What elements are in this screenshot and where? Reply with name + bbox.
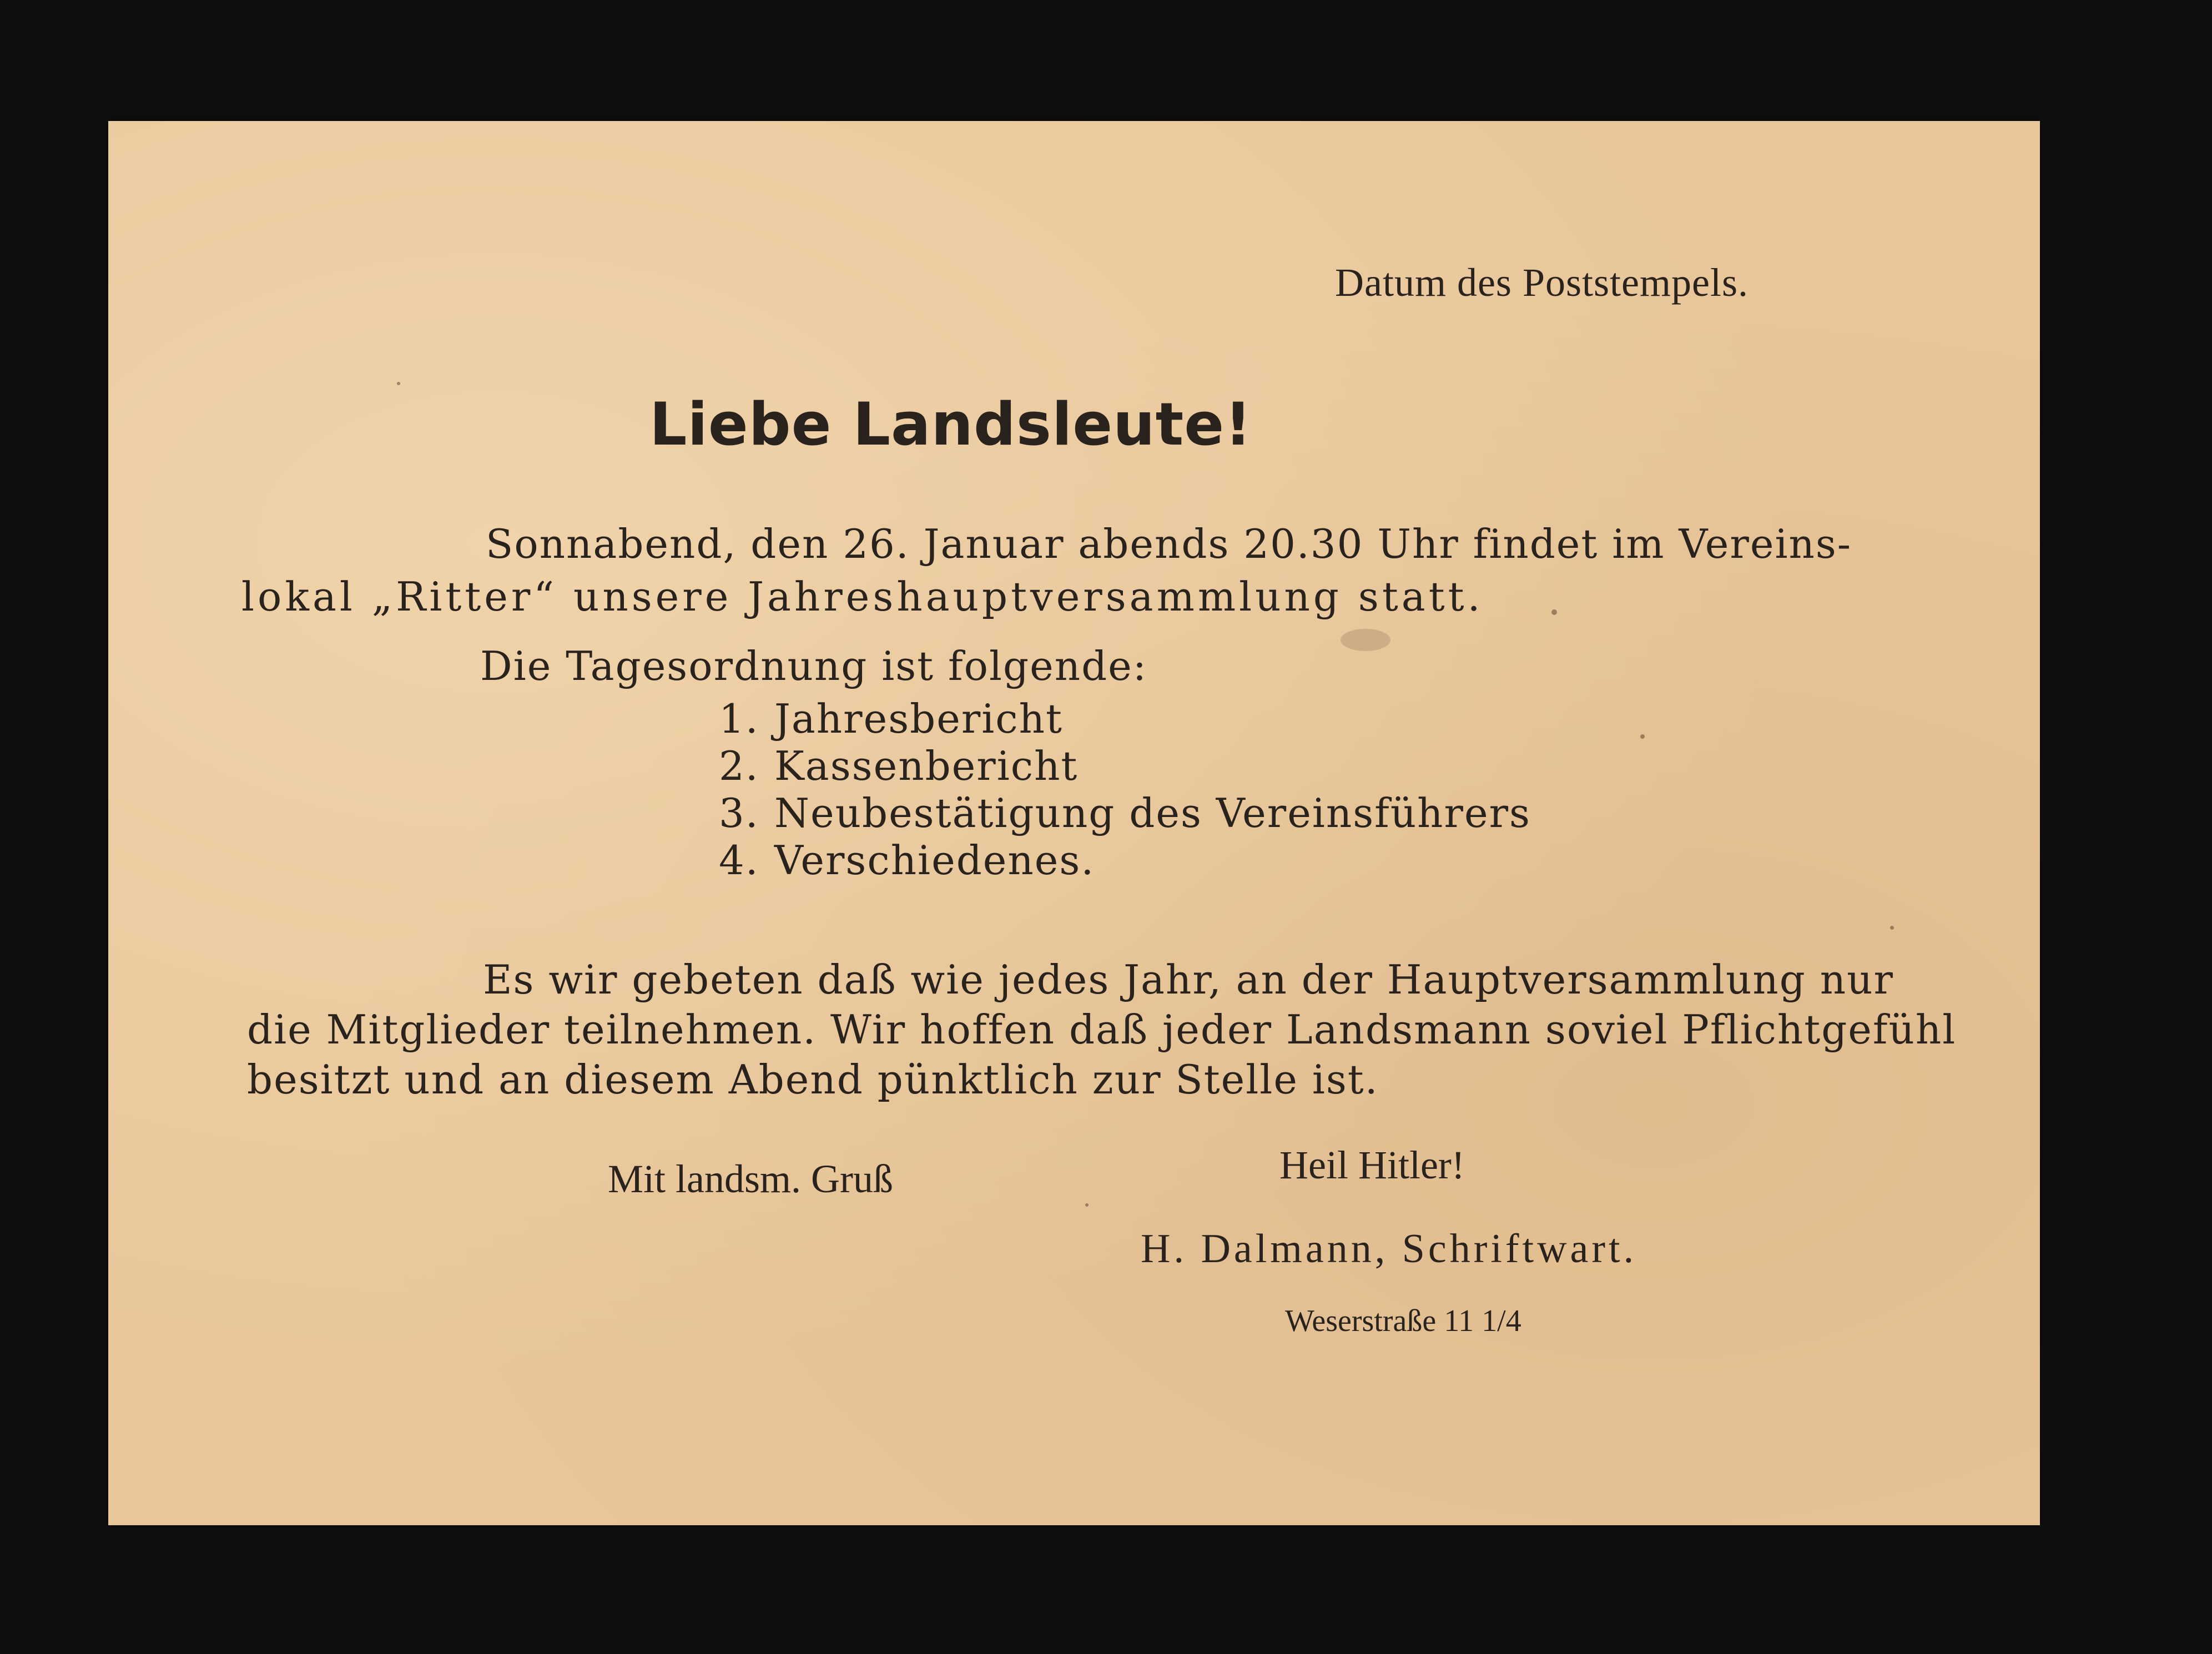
agenda-intro: Die Tagesordnung ist folgende: <box>480 643 1148 689</box>
ink-speck <box>397 382 400 385</box>
ink-speck <box>1640 734 1645 739</box>
invitation-line-1: Sonnabend, den 26. Januar abends 20.30 Uhr findet im Vereins- <box>486 521 1852 567</box>
agenda-item <box>719 790 1531 836</box>
request-line-2: die Mitglieder teilnehmen. Wir hoffen daß jeder Landsmann soviel Pflichtgefühl <box>247 1006 1957 1053</box>
agenda-item-number: 4. <box>719 837 759 884</box>
agenda-item-number: 1. <box>719 695 759 742</box>
agenda-item <box>719 743 1078 789</box>
address-line: Weserstraße 11 1/4 <box>1285 1304 1521 1338</box>
closing-greeting: Mit landsm. Gruß <box>608 1157 893 1201</box>
agenda-item-number: 3. <box>719 790 759 836</box>
agenda-item-text: Verschiedenes. <box>774 837 1095 884</box>
ink-speck <box>1085 1203 1089 1207</box>
ink-speck <box>1551 609 1557 615</box>
agenda-item-text: Neubestätigung des Vereinsführers <box>774 790 1531 836</box>
agenda-item <box>719 695 1063 742</box>
request-line-1: Es wir gebeten daß wie jedes Jahr, an der Hauptversammlung nur <box>483 956 1894 1003</box>
closing-salute: Heil Hitler! <box>1279 1143 1465 1187</box>
ink-smudge <box>1341 629 1390 651</box>
ink-speck <box>1890 926 1894 930</box>
signature-line: H. Dalmann, Schriftwart. <box>1141 1226 1637 1272</box>
agenda-item-text: Jahresbericht <box>774 695 1063 742</box>
agenda-item <box>719 837 1095 884</box>
agenda-item-number: 2. <box>719 743 759 789</box>
agenda-item-text: Kassenbericht <box>774 743 1079 789</box>
postcard <box>108 121 2040 1525</box>
greeting-heading: Liebe Landsleute! <box>649 390 1252 458</box>
invitation-line-2: lokal „Ritter“ unsere Jahreshauptversammlung statt. <box>241 573 1484 620</box>
request-line-3: besitzt und an diesem Abend pünktlich zur Stelle ist. <box>247 1056 1379 1103</box>
postmark-date-note: Datum des Poststempels. <box>1335 260 1749 305</box>
